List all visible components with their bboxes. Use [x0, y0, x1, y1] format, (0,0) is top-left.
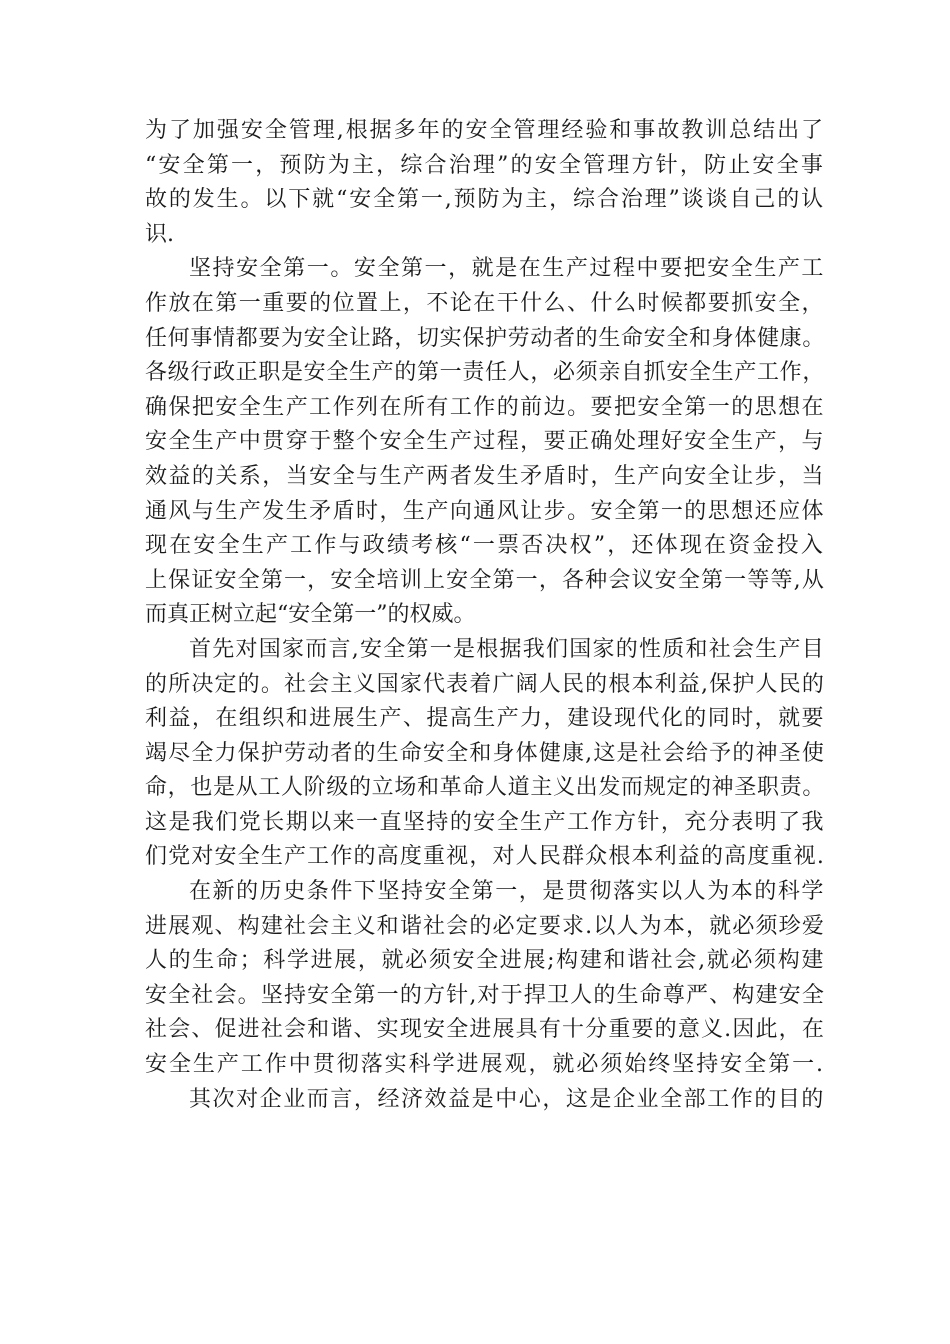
text-line: 而真正树立起“安全第一”的权威。	[145, 602, 476, 628]
text-line: 各级行政正职是安全生产的第一责任人，必须亲自抓安全生产工作，	[145, 360, 825, 386]
text-line: 竭尽全力保护劳动者的生命安全和身体健康,这是社会给予的神圣使	[145, 740, 826, 766]
text-line: 利益，在组织和进展生产、提高生产力，建设现代化的同时，就要	[145, 706, 825, 732]
paragraph-first-line: 首先对国家而言,安全第一是根据我们国家的性质和社会生产目	[189, 636, 825, 662]
text-line: 这是我们党长期以来一直坚持的安全生产工作方针，充分表明了我	[145, 809, 825, 835]
text-line: 安全生产中贯穿于整个安全生产过程，要正确处理好安全生产，与	[145, 429, 825, 455]
text-line: 的所决定的。社会主义国家代表着广阔人民的根本利益,保护人民的	[145, 671, 826, 697]
text-line: 安全社会。坚持安全第一的方针,对于捍卫人的生命尊严、构建安全	[145, 982, 826, 1008]
text-line: 社会、促进社会和谐、实现安全进展具有十分重要的意义.因此，在	[145, 1017, 826, 1043]
text-line: 人的生命；科学进展，就必须安全进展;构建和谐社会,就必须构建	[145, 948, 825, 974]
paragraph-first-line: 在新的历史条件下坚持安全第一，是贯彻落实以人为本的科学	[189, 879, 825, 905]
text-line: 命，也是从工人阶级的立场和革命人道主义出发而规定的神圣职责。	[145, 775, 825, 801]
text-line: 故的发生。以下就“安全第一,预防为主，综合治理”谈谈自己的认	[145, 187, 825, 213]
text-line: 效益的关系，当安全与生产两者发生矛盾时，生产向安全让步，当	[145, 463, 825, 489]
text-line: 上保证安全第一，安全培训上安全第一，各种会议安全第一等等,从	[145, 567, 826, 593]
paragraph-first-line: 坚持安全第一。安全第一，就是在生产过程中要把安全生产工	[189, 256, 825, 282]
text-line: 现在安全生产工作与政绩考核“一票否决权”，还体现在资金投入	[145, 533, 826, 559]
text-line: 任何事情都要为安全让路，切实保护劳动者的生命安全和身体健康。	[145, 325, 825, 351]
text-line: 确保把安全生产工作列在所有工作的前边。要把安全第一的思想在	[145, 394, 825, 420]
document-body-text	[145, 114, 825, 1117]
text-line: 进展观、构建社会主义和谐社会的必定要求.以人为本，就必须珍爱	[145, 913, 826, 939]
text-line: 通风与生产发生矛盾时，生产向通风让步。安全第一的思想还应体	[145, 498, 825, 524]
text-line: 为了加强安全管理,根据多年的安全管理经验和事故教训总结出了	[145, 118, 826, 143]
text-line: 作放在第一重要的位置上，不论在干什么、什么时候都要抓安全，	[145, 290, 825, 316]
text-line: 安全生产工作中贯彻落实科学进展观，就必须始终坚持安全第一.	[145, 1052, 826, 1078]
paragraph-first-line: 其次对企业而言，经济效益是中心，这是企业全部工作的目的	[189, 1086, 825, 1112]
text-line: 识.	[145, 221, 174, 247]
text-line: 们党对安全生产工作的高度重视，对人民群众根本利益的高度重视.	[145, 844, 826, 870]
text-line: “安全第一，预防为主，综合治理”的安全管理方针，防止安全事	[145, 152, 826, 178]
